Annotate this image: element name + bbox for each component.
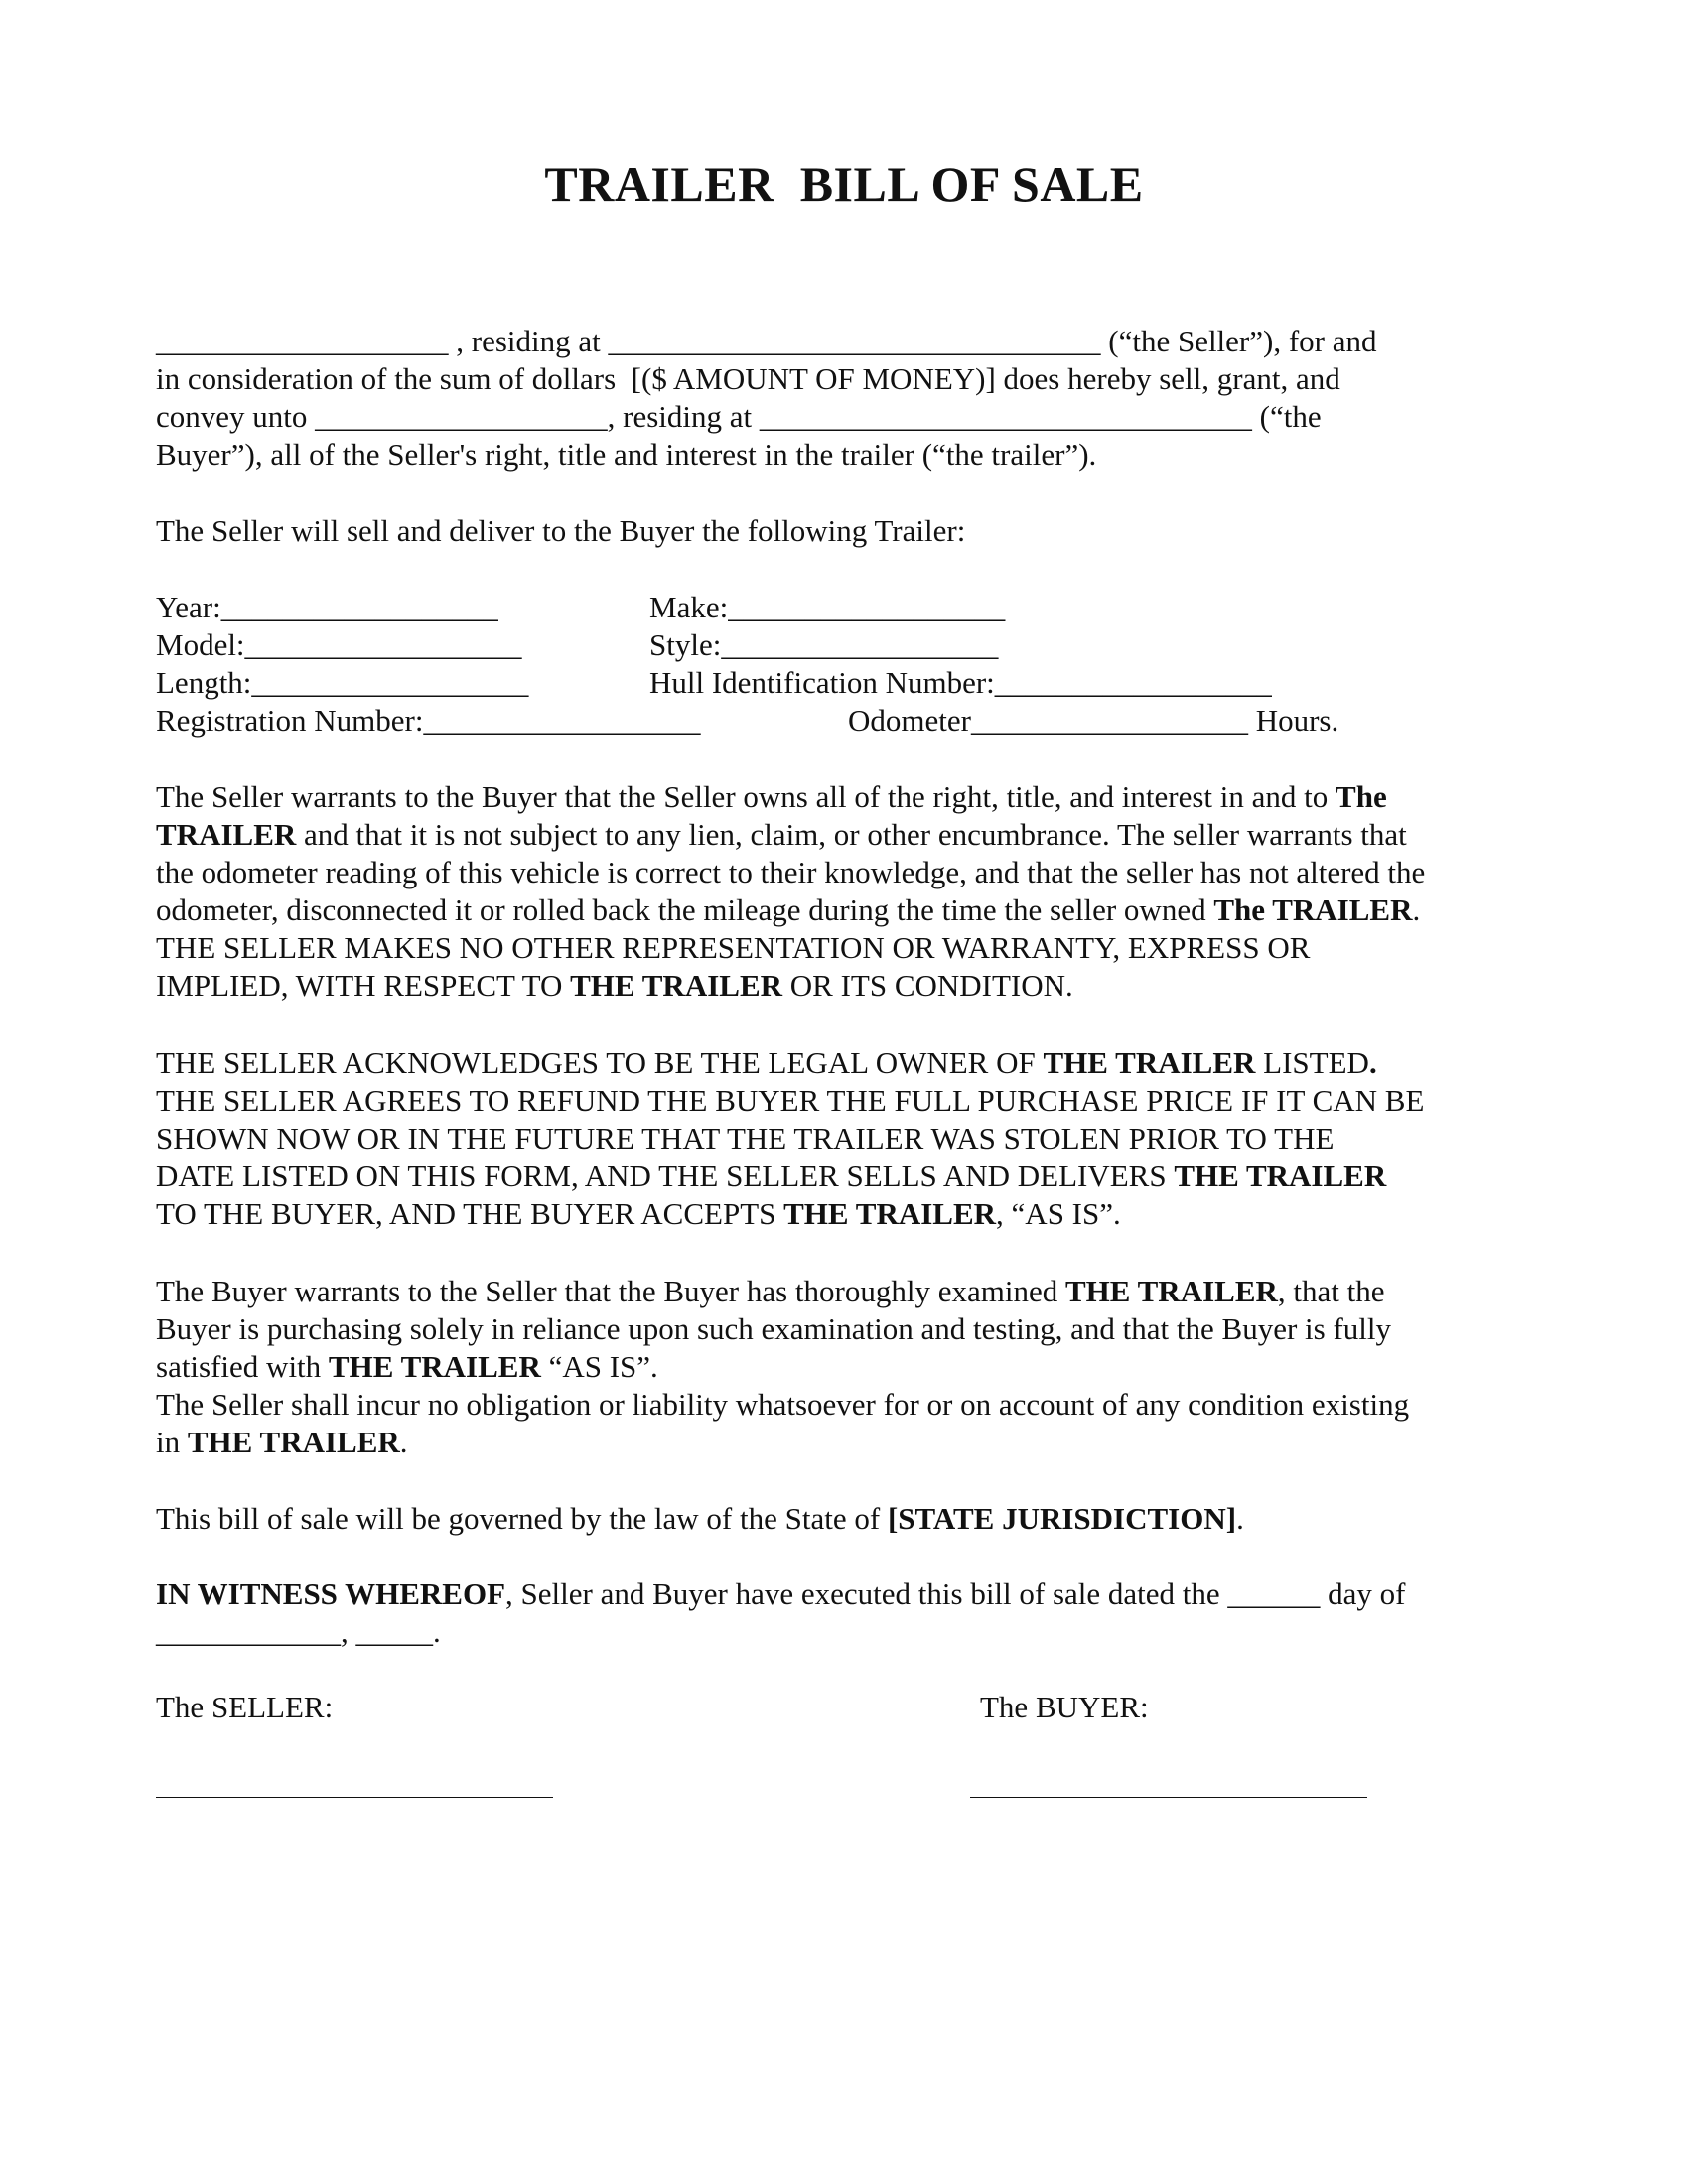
ack-text: TO THE BUYER, AND THE BUYER ACCEPTS (156, 1196, 784, 1231)
model-field[interactable]: Model:__________________ (156, 627, 522, 662)
length-field[interactable]: Length:__________________ (156, 665, 529, 700)
intro-line-2: in consideration of the sum of dollars [($ AMOUNT OF MONEY)] does hereby sell, grant, and (156, 361, 1340, 396)
buyer-line-1 (156, 1273, 1536, 1310)
intro-line-4: Buyer”), all of the Seller's right, title and interest in the trailer (“the trailer”). (156, 437, 1097, 472)
witness-line-2[interactable]: ____________, _____. (156, 1614, 441, 1649)
buyer-text: satisfied with (156, 1349, 329, 1384)
warranty-bold: The TRAILER (1213, 892, 1413, 927)
field-row (156, 702, 1339, 740)
warranty-text: . (1412, 892, 1421, 927)
intro-line-1: ___________________ , residing at ________________________________ (“the Seller”), for and (156, 324, 1377, 358)
field-row (156, 664, 1272, 702)
buyer-text: The Buyer warrants to the Seller that the Buyer has thoroughly examined (156, 1274, 1065, 1308)
buyer-signature-label: The BUYER: (980, 1690, 1149, 1724)
ack-line-3: SHOWN NOW OR IN THE FUTURE THAT THE TRAILER WAS STOLEN PRIOR TO THE (156, 1121, 1335, 1156)
ack-text: LISTED (1255, 1045, 1369, 1080)
buyer-warranty-paragraph (156, 1273, 1536, 1461)
warranty-line-3: the odometer reading of this vehicle is correct to their knowledge, and that the seller has not altered the (156, 855, 1426, 889)
buyer-signature-line[interactable] (970, 1797, 1367, 1798)
field-row (156, 589, 1006, 626)
registration-field[interactable]: Registration Number:__________________ (156, 703, 701, 738)
intro-line-3: convey unto ___________________, residing at ________________________________ (“the (156, 399, 1322, 434)
warranty-text: odometer, disconnected it or rolled back the mileage during the time the seller owned (156, 892, 1214, 927)
buyer-text: . (399, 1425, 408, 1459)
ack-text: DATE LISTED ON THIS FORM, AND THE SELLER SELLS AND DELIVERS (156, 1159, 1175, 1193)
ack-line-1 (156, 1044, 1536, 1082)
warranty-line-6 (156, 967, 1536, 1005)
trailer-fields (156, 589, 1339, 740)
seller-signature-label: The SELLER: (156, 1690, 334, 1724)
warranty-line-5: THE SELLER MAKES NO OTHER REPRESENTATION OR WARRANTY, EXPRESS OR (156, 930, 1311, 965)
odometer-field[interactable]: Odometer__________________ Hours. (848, 703, 1339, 738)
state-jurisdiction-placeholder[interactable]: [STATE JURISDICTION] (887, 1501, 1237, 1536)
seller-warranty-paragraph (156, 778, 1536, 1005)
buyer-text: “AS IS”. (540, 1349, 658, 1384)
buyer-line-5 (156, 1424, 1536, 1461)
warranty-bold: The (1336, 779, 1387, 814)
warranty-text: IMPLIED, WITH RESPECT TO (156, 968, 571, 1003)
governing-text: This bill of sale will be governed by the law of the State of (156, 1501, 888, 1536)
year-field[interactable]: Year:__________________ (156, 590, 498, 624)
ack-text: , “AS IS”. (996, 1196, 1121, 1231)
ack-text: THE SELLER ACKNOWLEDGES TO BE THE LEGAL OWNER OF (156, 1045, 1044, 1080)
buyer-bold: THE TRAILER (1064, 1274, 1278, 1308)
witness-bold: IN WITNESS WHEREOF (156, 1576, 506, 1611)
warranty-text: and that it is not subject to any lien, claim, or other encumbrance. The seller warrants that (296, 817, 1407, 852)
witness-paragraph (156, 1575, 1536, 1651)
intro-paragraph (156, 323, 1536, 474)
warranty-line-1 (156, 778, 1536, 816)
governing-text: . (1236, 1501, 1244, 1536)
ack-line-5 (156, 1195, 1536, 1233)
warranty-line-4 (156, 891, 1536, 929)
deliver-line: The Seller will sell and deliver to the Buyer the following Trailer: (156, 513, 966, 548)
style-field[interactable]: Style:__________________ (649, 627, 999, 662)
ack-line-2: THE SELLER AGREES TO REFUND THE BUYER THE FULL PURCHASE PRICE IF IT CAN BE (156, 1083, 1425, 1118)
witness-line-1 (156, 1575, 1536, 1613)
deliver-paragraph (156, 512, 1536, 550)
buyer-line-2: Buyer is purchasing solely in reliance upon such examination and testing, and that the Buyer is fully (156, 1311, 1392, 1346)
buyer-line-3 (156, 1348, 1536, 1386)
seller-signature-line[interactable] (156, 1797, 553, 1798)
warranty-text: The Seller warrants to the Buyer that the Seller owns all of the right, title, and interest in and to (156, 779, 1336, 814)
hin-field[interactable]: Hull Identification Number:__________________ (649, 665, 1272, 700)
witness-text: , Seller and Buyer have executed this bill of sale dated the ______ day of (505, 1576, 1406, 1611)
warranty-bold: TRAILER (156, 817, 297, 852)
document-title: TRAILER BILL OF SALE (544, 156, 1144, 211)
governing-line (156, 1500, 1536, 1538)
warranty-line-2 (156, 816, 1536, 854)
buyer-text: in (156, 1425, 188, 1459)
warranty-bold: THE TRAILER (570, 968, 783, 1003)
make-field[interactable]: Make:__________________ (649, 590, 1006, 624)
buyer-bold: THE TRAILER (187, 1425, 400, 1459)
ack-bold: THE TRAILER (1174, 1159, 1387, 1193)
governing-law-paragraph (156, 1500, 1536, 1538)
buyer-line-4: The Seller shall incur no obligation or liability whatsoever for or on account of any condition existing (156, 1387, 1410, 1422)
ack-bold: . (1368, 1045, 1377, 1080)
warranty-text: OR ITS CONDITION. (782, 968, 1073, 1003)
buyer-text: , that the (1277, 1274, 1385, 1308)
buyer-bold: THE TRAILER (328, 1349, 541, 1384)
acknowledgement-paragraph (156, 1044, 1536, 1233)
ack-bold: THE TRAILER (783, 1196, 997, 1231)
ack-bold: THE TRAILER (1043, 1045, 1256, 1080)
ack-line-4 (156, 1158, 1536, 1195)
field-row (156, 626, 999, 664)
